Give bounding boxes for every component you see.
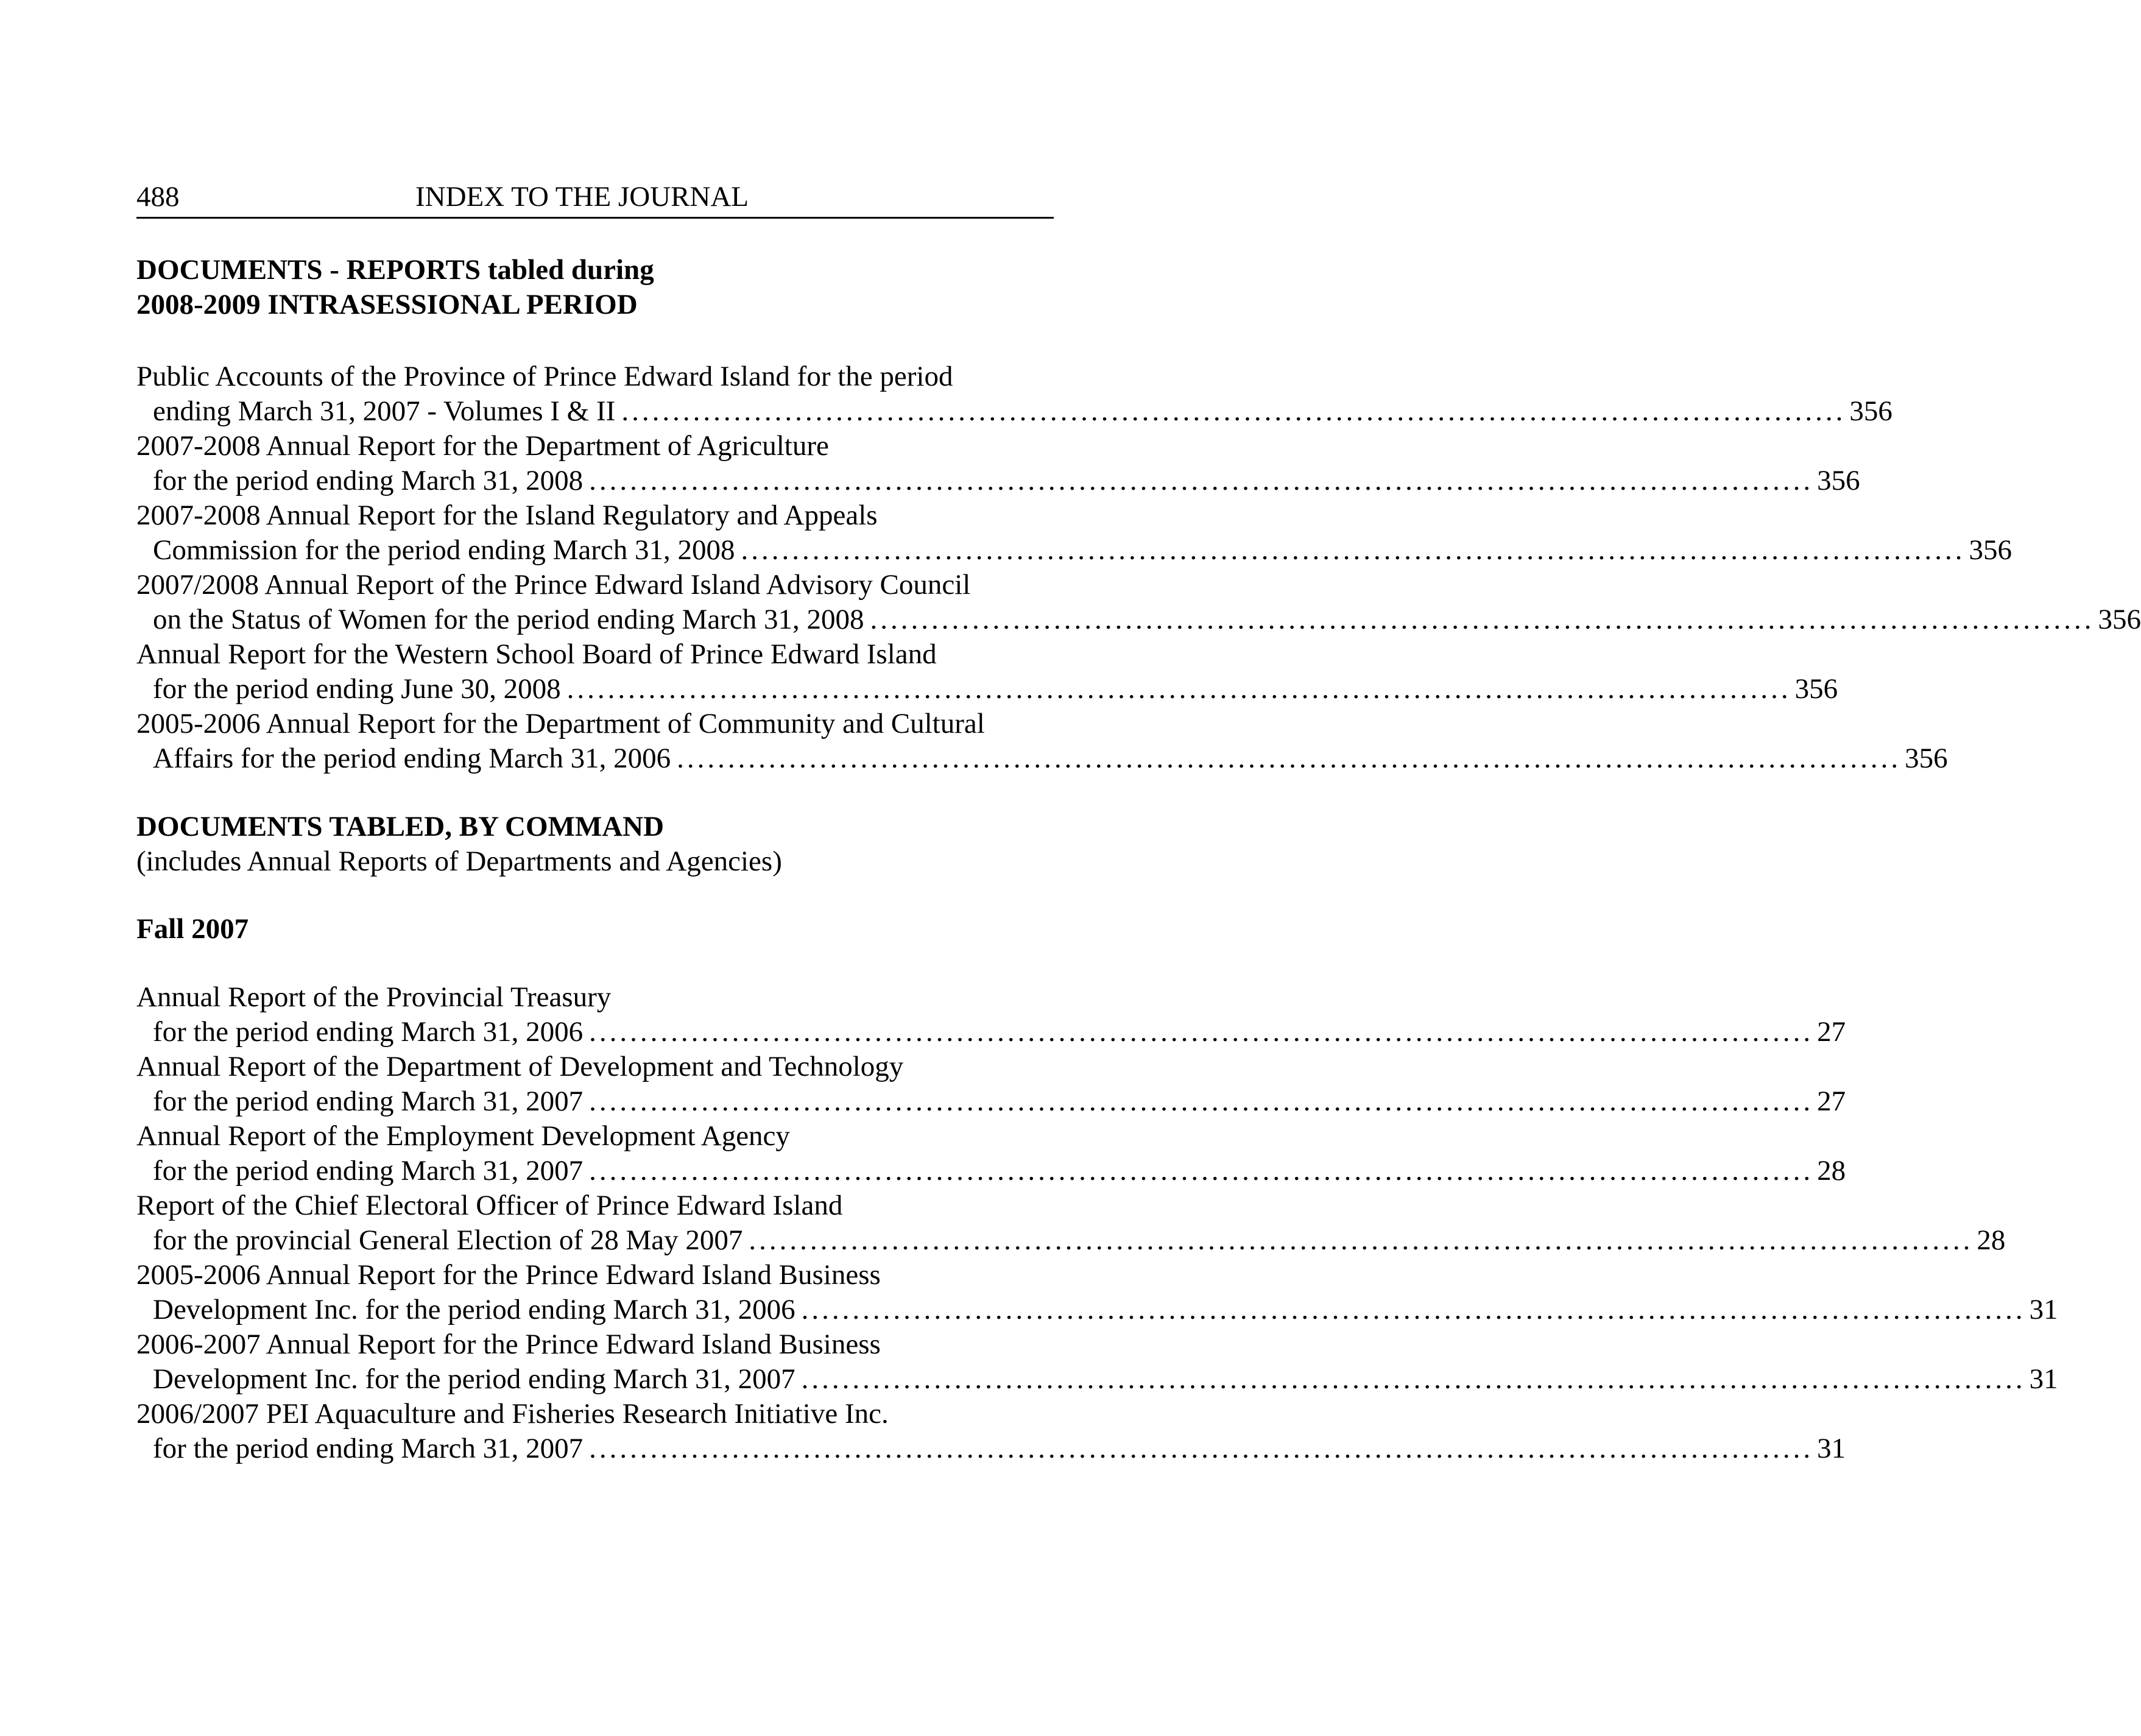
entry-title: 2007-2008 Annual Report for the Department of Agriculture (136, 430, 829, 462)
page-number: 488 (136, 181, 180, 213)
entry-page-number: 356 (2098, 604, 2141, 635)
leader-dots: ........................................................................................................................ (741, 534, 1966, 566)
leader-dots: ........................................................................................................................ (589, 1085, 1814, 1117)
index-entry (136, 568, 2141, 637)
entry-title-continued: Development Inc. for the period ending March 31, 2006 (153, 1294, 795, 1325)
leader-dots: ........................................................................................................................ (749, 1224, 1973, 1256)
index-entry (136, 498, 2012, 568)
entry-title-continued: Affairs for the period ending March 31, 2006 (153, 743, 671, 774)
section-heading-line1: DOCUMENTS - REPORTS tabled during (136, 254, 654, 286)
leader-dots: ........................................................................................................................ (677, 743, 1902, 774)
entry-title: Annual Report for the Western School Board of Prince Edward Island (136, 638, 937, 670)
index-entry (136, 1258, 2058, 1327)
entry-title-continued: on the Status of Women for the period ending March 31, 2008 (153, 604, 864, 635)
index-entry (136, 429, 1860, 498)
index-entry (136, 1397, 1846, 1466)
entry-page-number: 28 (1977, 1224, 2006, 1256)
entry-page-number: 28 (1817, 1155, 1846, 1187)
leader-dots: ........................................................................................................................ (621, 395, 1846, 427)
entry-page-number: 31 (2029, 1363, 2058, 1395)
index-entry (136, 637, 1838, 707)
entry-title-continued: for the period ending March 31, 2006 (153, 1016, 584, 1048)
entry-title: Public Accounts of the Province of Prince Edward Island for the period (136, 361, 953, 392)
entry-page-number: 356 (1817, 465, 1860, 496)
entry-title: 2006/2007 PEI Aquaculture and Fisheries Research Initiative Inc. (136, 1398, 889, 1430)
entry-title: 2005-2006 Annual Report for the Prince Edward Island Business (136, 1259, 881, 1291)
entry-title-continued: for the period ending March 31, 2008 (153, 465, 584, 496)
index-entry (136, 707, 1948, 776)
leader-dots: ........................................................................................................................ (870, 604, 2095, 635)
entry-title-continued: for the period ending March 31, 2007 (153, 1155, 584, 1187)
leader-dots: ........................................................................................................................ (589, 1433, 1814, 1464)
leader-dots: ........................................................................................................................ (589, 465, 1814, 496)
running-header (136, 180, 1054, 219)
index-entry (136, 1188, 2006, 1258)
section-intrasessional-reports (136, 253, 2141, 776)
index-entry (136, 980, 1846, 1050)
entry-title: Annual Report of the Department of Development and Technology (136, 1051, 904, 1082)
entry-title: Annual Report of the Employment Development Agency (136, 1120, 790, 1152)
entry-page-number: 356 (1905, 743, 1948, 774)
leader-dots: ........................................................................................................................ (566, 673, 1791, 705)
entry-title: 2007/2008 Annual Report of the Prince Edward Island Advisory Council (136, 569, 971, 601)
entry-title: Report of the Chief Electoral Officer of Prince Edward Island (136, 1190, 843, 1221)
entry-title-continued: Commission for the period ending March 31, 2008 (153, 534, 735, 566)
running-title: INDEX TO THE JOURNAL (415, 181, 749, 213)
entry-title: 2007-2008 Annual Report for the Island Regulatory and Appeals (136, 499, 878, 531)
entry-title-continued: Development Inc. for the period ending March 31, 2007 (153, 1363, 795, 1395)
entry-page-number: 356 (1969, 534, 2012, 566)
section-tabled-by-command (136, 810, 2058, 1466)
index-entry (136, 1119, 1846, 1188)
entry-page-number: 31 (2029, 1294, 2058, 1325)
entry-title: 2006-2007 Annual Report for the Prince Edward Island Business (136, 1328, 881, 1360)
entry-title-continued: for the period ending June 30, 2008 (153, 673, 561, 705)
entry-title-continued: for the period ending March 31, 2007 (153, 1085, 584, 1117)
index-entry (136, 1327, 2058, 1397)
entry-page-number: 356 (1849, 395, 1892, 427)
leader-dots: ........................................................................................................................ (801, 1294, 2026, 1325)
entry-list (136, 980, 2058, 1466)
period-heading: Fall 2007 (136, 913, 249, 945)
entry-title: Annual Report of the Provincial Treasury (136, 981, 612, 1013)
document-page (136, 180, 2141, 1466)
index-entry (136, 359, 1892, 429)
entry-page-number: 356 (1794, 673, 1838, 705)
leader-dots: ........................................................................................................................ (589, 1155, 1814, 1187)
entry-list (136, 359, 2141, 776)
section-subheading: (includes Annual Reports of Departments and Agencies) (136, 845, 782, 877)
entry-page-number: 27 (1817, 1016, 1846, 1048)
entry-title-continued: for the period ending March 31, 2007 (153, 1433, 584, 1464)
entry-page-number: 27 (1817, 1085, 1846, 1117)
section-heading-line2: 2008-2009 INTRASESSIONAL PERIOD (136, 289, 638, 320)
entry-page-number: 31 (1817, 1433, 1846, 1464)
leader-dots: ........................................................................................................................ (589, 1016, 1814, 1048)
entry-title-continued: ending March 31, 2007 - Volumes I & II (153, 395, 616, 427)
entry-title: 2005-2006 Annual Report for the Department of Community and Cultural (136, 708, 985, 739)
leader-dots: ........................................................................................................................ (801, 1363, 2026, 1395)
section-heading: DOCUMENTS TABLED, BY COMMAND (136, 811, 665, 842)
entry-title-continued: for the provincial General Election of 28 May 2007 (153, 1224, 743, 1256)
index-entry (136, 1050, 1846, 1119)
